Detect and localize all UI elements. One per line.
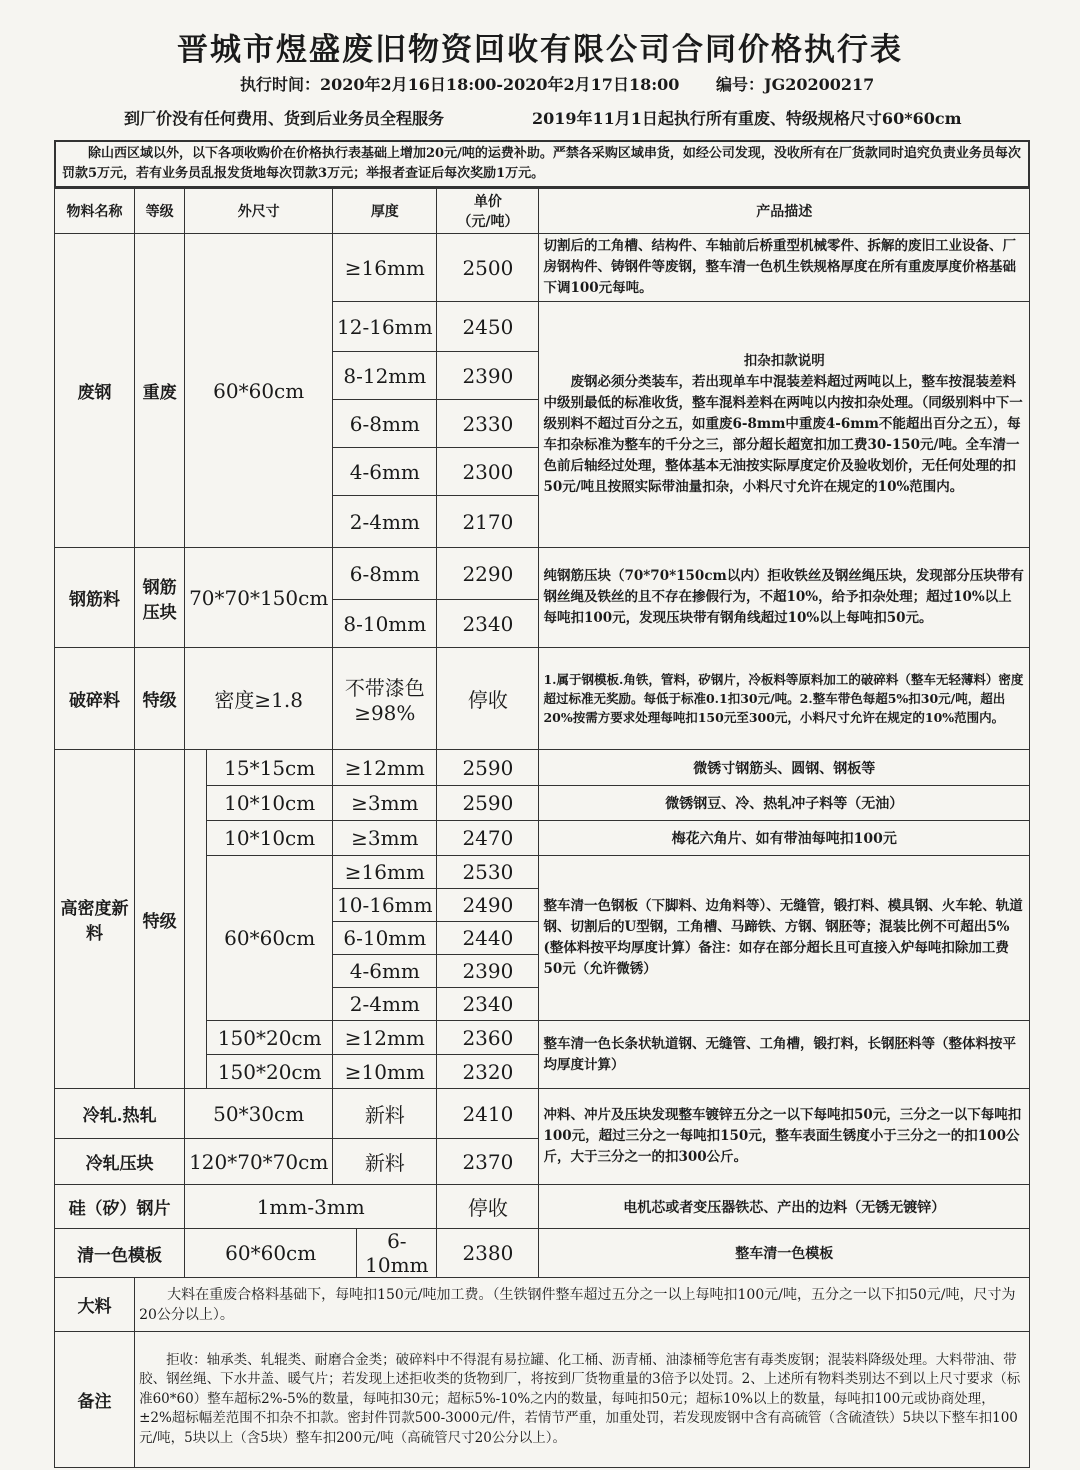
price-cell: 2590	[437, 750, 539, 786]
rebar-size: 70*70*150cm	[185, 548, 333, 648]
size-cell: 150*20cm	[207, 1021, 333, 1055]
hd-desc: 梅花六角片、如有带油每吨扣100元	[539, 821, 1030, 856]
hd-blank	[185, 750, 207, 1089]
thickness-cell: ≥16mm	[333, 856, 437, 889]
effective-note: 2019年11月1日起执行所有重废、特级规格尺寸60*60cm	[532, 109, 962, 128]
price-cell: 2470	[437, 821, 539, 856]
thickness-cell: 8-10mm	[333, 600, 437, 648]
crushed-thickness: 不带漆色≥98%	[333, 648, 437, 750]
price-cell: 2360	[437, 1021, 539, 1055]
document-code: 编号：JG20200217	[716, 75, 875, 94]
plate-size: 60*60cm	[185, 1229, 357, 1278]
thickness-cell: ≥12mm	[333, 1021, 437, 1055]
silicon-name: 硅（矽）钢片	[55, 1185, 185, 1229]
large-label: 大料	[55, 1278, 135, 1332]
deduction-note	[539, 302, 1030, 548]
remarks-text: 拒收：轴承类、轧辊类、耐磨合金类；破碎料中不得混有易拉罐、化工桶、沥青桶、油漆桶等危害有毒类废钢；混装料降级处理。大料带油、带胶、钢丝绳、下水井盖、暖气片；若发现上述拒收类的货物到厂，将按到厂货物重量的3倍予以处罚。2、上述所有物料类别达不到以上尺寸要求（标准60*60）整车超标2%-5%的数量，每吨扣30元；超标5%-10%之内的数量，每吨扣50元；超标10%以上的数量，每吨扣100元或协商处理，±2%超标幅差范围不扣杂不扣款。密封件罚款500-3000元/件，若情节严重，加重处罚，若发现废钢中含有高硫管（含硫渣铁）5块以下整车扣100元/吨，5块以上（含5块）整车扣200元/吨（高硫管尺寸20公分以上）。	[135, 1332, 1030, 1468]
scrap-name: 废钢	[55, 234, 135, 548]
price-cell: 2340	[437, 600, 539, 648]
thickness-cell: 12-16mm	[333, 302, 437, 352]
price-cell: 2390	[437, 955, 539, 988]
table-row	[55, 548, 1030, 600]
price-table	[54, 188, 1030, 1468]
col-thickness: 厚度	[333, 189, 437, 234]
price-cell: 2170	[437, 496, 539, 548]
thickness-cell: 8-12mm	[333, 352, 437, 400]
table-row	[55, 750, 1030, 786]
crushed-grade: 特级	[135, 648, 185, 750]
remarks-label: 备注	[55, 1332, 135, 1468]
rolled-size: 50*30cm	[185, 1089, 333, 1139]
price-cell: 2320	[437, 1055, 539, 1089]
table-row	[55, 1089, 1030, 1139]
service-note: 到厂价没有任何费用、货到后业务员全程服务	[124, 109, 445, 128]
col-desc: 产品描述	[539, 189, 1030, 234]
page-title: 晋城市煜盛废旧物资回收有限公司合同价格执行表	[177, 32, 903, 68]
hd-name: 高密度新料	[55, 750, 135, 1089]
hd-mid-desc: 整车清一色钢板（下脚料、边角料等）、无缝管，锻打料、模具钢、火车轮、轨道钢、切割后的U型钢，工角槽、马蹄铁、方钢、钢胚等；混装比例不可超出5%(整体料按平均厚度计算）备注：如存在部分超长且可直接入炉每吨扣除加工费50元（允许微锈）	[539, 856, 1030, 1021]
size-cell: 15*15cm	[207, 750, 333, 786]
thickness-cell: 6-10mm	[333, 922, 437, 955]
price-cell: 2530	[437, 856, 539, 889]
thickness-cell: 4-6mm	[333, 448, 437, 496]
thickness-cell: ≥12mm	[333, 750, 437, 786]
rolled-thickness: 新料	[333, 1089, 437, 1139]
deduction-title: 扣杂扣款说明	[743, 353, 825, 369]
rolled-name: 冷轧.热轧	[55, 1089, 185, 1139]
scrap-desc: 切割后的工角槽、结构件、车轴前后桥重型机械零件、拆解的废旧工业设备、厂房钢构件、铸钢件等废钢，整车清一色机生铁规格厚度在所有重废厚度价格基础下调100元每吨。	[539, 234, 1030, 302]
price-cell: 2590	[437, 786, 539, 821]
silicon-desc: 电机芯或者变压器铁芯、产出的边料（无锈无镀锌）	[539, 1185, 1030, 1229]
crushed-desc: 1.属于钢模板.角铁，管料，矽钢片，冷板料等原料加工的破碎料（整车无轻薄料）密度超过标准无奖励。每低于标准0.1扣30元/吨。2.整车带色每超5%扣30元/吨，超出20%按需方要求处理每吨扣150元至300元，小料尺寸允许在规定的10%范围内。	[539, 648, 1030, 750]
large-text: 大料在重废合格料基础下，每吨扣150元/吨加工费。（生铁钢件整车超过五分之一以上每吨扣100元/吨，五分之一以下扣50元/吨，尺寸为20公分以上）。	[135, 1278, 1030, 1332]
plate-desc: 整车清一色模板	[539, 1229, 1030, 1278]
cold-block-size: 120*70*70cm	[185, 1139, 333, 1185]
cold-block-thickness: 新料	[333, 1139, 437, 1185]
size-cell: 10*10cm	[207, 786, 333, 821]
notice-text: 除山西区域以外，以下各项收购价在价格执行表基础上增加20元/吨的运费补助。严禁各采购区域串货，如经公司发现，没收所有在厂货款同时追究负责业务员每次罚款5万元，若有业务员乱报发货地每次罚款3万元；举报者查证后每次奖励1万元。	[62, 146, 1021, 181]
plate-name: 清一色模板	[55, 1229, 185, 1278]
table-row	[55, 234, 1030, 302]
col-price: 单价 （元/吨）	[437, 189, 539, 234]
price-cell: 2490	[437, 889, 539, 922]
thickness-cell: 6-8mm	[333, 548, 437, 600]
price-cell: 2330	[437, 400, 539, 448]
thickness-cell: 2-4mm	[333, 496, 437, 548]
table-row	[55, 1229, 1030, 1278]
exec-time: 执行时间：2020年2月16日18:00-2020年2月17日18:00	[240, 75, 680, 94]
col-grade: 等级	[135, 189, 185, 234]
hd-desc: 微锈寸钢筋头、圆钢、钢板等	[539, 750, 1030, 786]
crushed-name: 破碎料	[55, 648, 135, 750]
thickness-cell: 4-6mm	[333, 955, 437, 988]
thickness-cell: ≥3mm	[333, 786, 437, 821]
price-cell: 2440	[437, 922, 539, 955]
size-cell: 10*10cm	[207, 821, 333, 856]
deduction-text: 废钢必须分类装车，若出现单车中混装差料超过两吨以上，整车按混装差料中级别最低的标准收货，整车混料差料在两吨以内按扣杂处理。（同级别料中下一级别料不超过百分之五，如重废6-8mm中重废4-6mm不能超出百分之五），每车扣杂标准为整车的千分之三，部分超长超宽扣加工费30-150元/吨。全车清一色前后轴经过处理，整体基本无油按实际厚度定价及验收划价，无任何处理的扣50元/吨且按照实际带油量扣杂，小料尺寸允许在规定的10%范围内。	[543, 374, 1023, 495]
freight-notice	[54, 140, 1030, 188]
hd-desc: 微锈钢豆、冷、热轧冲子料等（无油）	[539, 786, 1030, 821]
hd-long-desc: 整车清一色长条状轨道钢、无缝管、工角槽，锻打料，长钢胚料等（整体料按平均厚度计算）	[539, 1021, 1030, 1089]
thickness-cell: ≥10mm	[333, 1055, 437, 1089]
thickness-cell: 2-4mm	[333, 988, 437, 1021]
col-name: 物料名称	[55, 189, 135, 234]
thickness-cell: 6-8mm	[333, 400, 437, 448]
cold-block-price: 2370	[437, 1139, 539, 1185]
price-cell: 2340	[437, 988, 539, 1021]
plate-thickness: 6-10mm	[357, 1229, 437, 1278]
table-row	[55, 1278, 1030, 1332]
price-cell: 2390	[437, 352, 539, 400]
thickness-cell: 10-16mm	[333, 889, 437, 922]
rebar-grade: 钢筋压块	[135, 548, 185, 648]
price-cell: 2500	[437, 234, 539, 302]
thickness-cell: ≥16mm	[333, 234, 437, 302]
price-cell: 2290	[437, 548, 539, 600]
hd-mid-size: 60*60cm	[207, 856, 333, 1021]
size-cell: 150*20cm	[207, 1055, 333, 1089]
plate-price: 2380	[437, 1229, 539, 1278]
rebar-desc: 纯钢筋压块（70*70*150cm以内）拒收铁丝及钢丝绳压块，发现部分压块带有钢丝绳及铁丝的且不存在掺假行为，不超10%，给予扣杂处理；超过10%以上每吨扣100元，发现压块带有钢角线超过10%以上每吨扣50元。	[539, 548, 1030, 648]
table-row	[55, 1332, 1030, 1468]
crushed-size: 密度≥1.8	[185, 648, 333, 750]
silicon-size: 1mm-3mm	[185, 1185, 437, 1229]
rolled-price: 2410	[437, 1089, 539, 1139]
rolled-desc: 冲料、冲片及压块发现整车镀锌五分之一以下每吨扣50元，三分之一以下每吨扣100元，超过三分之一每吨扣150元，整车表面生锈度小于三分之一的扣100公斤，大于三分之一的扣300公斤。	[539, 1089, 1030, 1185]
price-cell: 2450	[437, 302, 539, 352]
col-size: 外尺寸	[185, 189, 333, 234]
table-header	[55, 189, 1030, 234]
crushed-price: 停收	[437, 648, 539, 750]
scrap-size: 60*60cm	[185, 234, 333, 548]
scrap-grade: 重废	[135, 234, 185, 548]
thickness-cell: ≥3mm	[333, 821, 437, 856]
rebar-name: 钢筋料	[55, 548, 135, 648]
silicon-price: 停收	[437, 1185, 539, 1229]
price-cell: 2300	[437, 448, 539, 496]
cold-block-name: 冷轧压块	[55, 1139, 185, 1185]
hd-grade: 特级	[135, 750, 185, 1089]
table-row	[55, 648, 1030, 750]
table-row	[55, 1185, 1030, 1229]
